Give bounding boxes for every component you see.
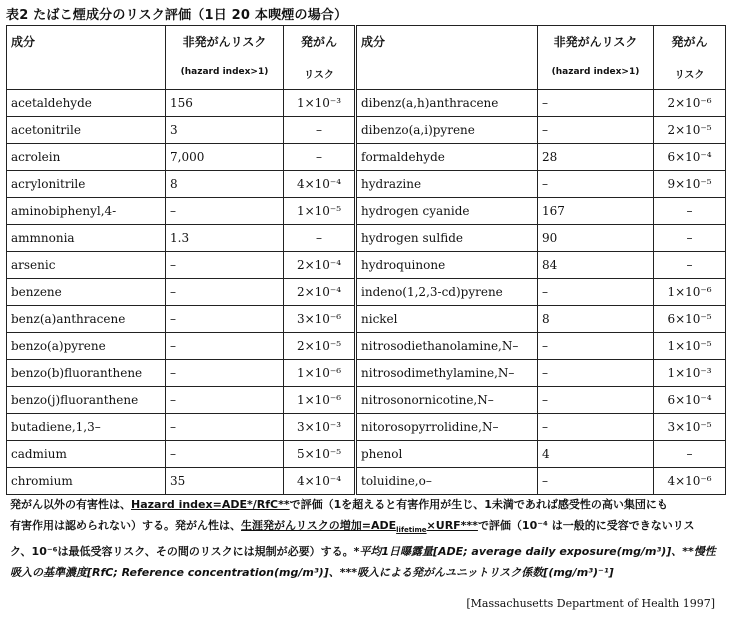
hazard-value-cell: 156	[166, 90, 284, 117]
table-row	[7, 441, 726, 468]
component-name-cell: nitrosodiethanolamine,N–	[356, 333, 538, 360]
component-name-cell: acrolein	[7, 144, 166, 171]
hazard-value-cell: 8	[166, 171, 284, 198]
component-name-cell: nickel	[356, 306, 538, 333]
component-name-cell: aminobiphenyl,4-	[7, 198, 166, 225]
component-name-cell: hydrogen sulfide	[356, 225, 538, 252]
table-row	[7, 90, 726, 117]
component-name-cell: arsenic	[7, 252, 166, 279]
hazard-value-cell: 84	[538, 252, 654, 279]
hazard-value-cell: –	[166, 414, 284, 441]
table-header-row	[7, 26, 726, 90]
note-formula-urf: ×URF***	[426, 519, 478, 532]
table-title: 表2 たばこ煙成分のリスク評価（1日 20 本喫煙の場合）	[6, 8, 348, 23]
header-cancer-label: 発がん	[300, 35, 337, 49]
header-hazard-sub: (hazard index>1)	[180, 67, 269, 77]
component-name-cell: benz(a)anthracene	[7, 306, 166, 333]
hazard-value-cell: 3	[166, 117, 284, 144]
hazard-value-cell: 8	[538, 306, 654, 333]
note-definition: 吸入の基準濃度[RfC; Reference concentration(mg/m³)]、***吸入による発がんユニットリスク係数[(mg/m³)⁻¹]	[10, 566, 614, 580]
header-hazard-label: 非発がんリスク	[553, 35, 638, 49]
cancer-risk-cell: 4×10⁻⁶	[654, 468, 726, 495]
table-row	[7, 468, 726, 495]
table-row	[7, 252, 726, 279]
note-subscript: lifetime	[396, 526, 427, 535]
header-cancer-label: 発がん	[671, 35, 708, 49]
hazard-value-cell: –	[538, 360, 654, 387]
table-row	[7, 414, 726, 441]
component-name-cell: benzene	[7, 279, 166, 306]
header-component-right: 成分	[356, 26, 538, 90]
note-text: で評価（1を超えると有害作用が生じ、1未満であれば感受性の高い集団にも	[289, 498, 668, 511]
note-definition: *平均1日曝露量[ADE; average daily exposure(mg/m³)]、**慢性	[353, 545, 716, 559]
table-row	[7, 117, 726, 144]
hazard-value-cell: –	[538, 468, 654, 495]
cancer-risk-cell: 1×10⁻⁶	[654, 279, 726, 306]
table-row	[7, 333, 726, 360]
component-name-cell: hydroquinone	[356, 252, 538, 279]
cancer-risk-cell: 1×10⁻⁵	[654, 333, 726, 360]
hazard-value-cell: –	[538, 414, 654, 441]
component-name-cell: toluidine,o–	[356, 468, 538, 495]
footnote-line-2	[10, 515, 725, 541]
hazard-value-cell: –	[166, 360, 284, 387]
cancer-risk-cell: 1×10⁻⁶	[284, 360, 356, 387]
hazard-value-cell: 1.3	[166, 225, 284, 252]
hazard-value-cell: –	[166, 198, 284, 225]
cancer-risk-cell: 2×10⁻⁵	[284, 333, 356, 360]
hazard-value-cell: –	[166, 252, 284, 279]
header-component-left: 成分	[7, 26, 166, 90]
table-row	[7, 198, 726, 225]
note-text: 有害作用は認められない）する。発がん性は、	[10, 519, 241, 532]
component-name-cell: indeno(1,2,3-cd)pyrene	[356, 279, 538, 306]
table-row	[7, 171, 726, 198]
cancer-risk-cell: –	[284, 225, 356, 252]
table-body	[7, 90, 726, 495]
cancer-risk-cell: 2×10⁻⁴	[284, 252, 356, 279]
footnotes	[10, 494, 725, 583]
cancer-risk-cell: 1×10⁻³	[654, 360, 726, 387]
component-name-cell: benzo(b)fluoranthene	[7, 360, 166, 387]
hazard-value-cell: –	[166, 333, 284, 360]
cancer-risk-cell: 5×10⁻⁵	[284, 441, 356, 468]
cancer-risk-cell: –	[654, 441, 726, 468]
cancer-risk-cell: 2×10⁻⁶	[654, 90, 726, 117]
note-formula-hazard: Hazard index=ADE*/RfC**	[131, 498, 290, 511]
note-formula-cancer: 生涯発がんリスクの増加=ADE	[241, 519, 397, 532]
hazard-value-cell: –	[166, 387, 284, 414]
header-cancer-right	[654, 26, 726, 90]
hazard-value-cell: –	[538, 171, 654, 198]
hazard-value-cell: –	[166, 306, 284, 333]
cancer-risk-cell: 1×10⁻⁶	[284, 387, 356, 414]
hazard-value-cell: 167	[538, 198, 654, 225]
table-row	[7, 387, 726, 414]
cancer-risk-cell: 6×10⁻⁵	[654, 306, 726, 333]
component-name-cell: nitrosodimethylamine,N–	[356, 360, 538, 387]
hazard-value-cell: –	[166, 441, 284, 468]
hazard-value-cell: –	[538, 279, 654, 306]
hazard-value-cell: –	[538, 90, 654, 117]
source-citation: [Massachusetts Department of Health 1997]	[466, 597, 715, 610]
cancer-risk-cell: 1×10⁻⁵	[284, 198, 356, 225]
note-text: 発がん以外の有害性は、	[10, 498, 131, 511]
cancer-risk-cell: –	[284, 117, 356, 144]
cancer-risk-cell: –	[284, 144, 356, 171]
hazard-value-cell: –	[538, 333, 654, 360]
table-row	[7, 306, 726, 333]
hazard-value-cell: 4	[538, 441, 654, 468]
component-name-cell: acrylonitrile	[7, 171, 166, 198]
component-name-cell: formaldehyde	[356, 144, 538, 171]
cancer-risk-cell: 3×10⁻⁵	[654, 414, 726, 441]
cancer-risk-cell: 2×10⁻⁴	[284, 279, 356, 306]
cancer-risk-cell: 9×10⁻⁵	[654, 171, 726, 198]
cancer-risk-cell: –	[654, 225, 726, 252]
component-name-cell: benzo(a)pyrene	[7, 333, 166, 360]
header-hazard-left	[166, 26, 284, 90]
hazard-value-cell: 90	[538, 225, 654, 252]
note-text: で評価（10⁻⁴ は一般的に受容できないリス	[477, 519, 695, 532]
component-name-cell: dibenzo(a,i)pyrene	[356, 117, 538, 144]
cancer-risk-cell: –	[654, 252, 726, 279]
cancer-risk-cell: 3×10⁻³	[284, 414, 356, 441]
hazard-value-cell: 7,000	[166, 144, 284, 171]
header-cancer-sub: リスク	[674, 70, 705, 81]
header-hazard-right	[538, 26, 654, 90]
component-name-cell: chromium	[7, 468, 166, 495]
cancer-risk-cell: 2×10⁻⁵	[654, 117, 726, 144]
hazard-value-cell: 35	[166, 468, 284, 495]
cancer-risk-cell: 6×10⁻⁴	[654, 387, 726, 414]
component-name-cell: acetonitrile	[7, 117, 166, 144]
cancer-risk-cell: 1×10⁻³	[284, 90, 356, 117]
component-name-cell: nitrosonornicotine,N–	[356, 387, 538, 414]
footnote-line-4	[10, 562, 725, 583]
component-name-cell: phenol	[356, 441, 538, 468]
header-cancer-sub: リスク	[304, 70, 334, 81]
note-text: ク、10⁻⁶は最低受容リスク、その間のリスクには規制が必要）する。	[10, 545, 354, 559]
component-name-cell: cadmium	[7, 441, 166, 468]
hazard-value-cell: 28	[538, 144, 654, 171]
component-name-cell: hydrazine	[356, 171, 538, 198]
header-cancer-left	[284, 26, 356, 90]
table-row	[7, 225, 726, 252]
header-hazard-label: 非発がんリスク	[182, 35, 267, 49]
table-row	[7, 360, 726, 387]
hazard-value-cell: –	[538, 117, 654, 144]
hazard-value-cell: –	[166, 279, 284, 306]
component-name-cell: hydrogen cyanide	[356, 198, 538, 225]
footnote-line-1	[10, 494, 725, 515]
component-name-cell: butadiene,1,3–	[7, 414, 166, 441]
component-name-cell: benzo(j)fluoranthene	[7, 387, 166, 414]
header-hazard-sub: (hazard index>1)	[551, 67, 640, 77]
cancer-risk-cell: –	[654, 198, 726, 225]
table-row	[7, 144, 726, 171]
component-name-cell: dibenz(a,h)anthracene	[356, 90, 538, 117]
component-name-cell: ammnonia	[7, 225, 166, 252]
cancer-risk-cell: 4×10⁻⁴	[284, 468, 356, 495]
hazard-value-cell: –	[538, 387, 654, 414]
component-name-cell: acetaldehyde	[7, 90, 166, 117]
risk-table	[6, 25, 726, 495]
cancer-risk-cell: 4×10⁻⁴	[284, 171, 356, 198]
cancer-risk-cell: 6×10⁻⁴	[654, 144, 726, 171]
component-name-cell: nitorosopyrrolidine,N–	[356, 414, 538, 441]
footnote-line-3	[10, 541, 725, 562]
table-row	[7, 279, 726, 306]
cancer-risk-cell: 3×10⁻⁶	[284, 306, 356, 333]
